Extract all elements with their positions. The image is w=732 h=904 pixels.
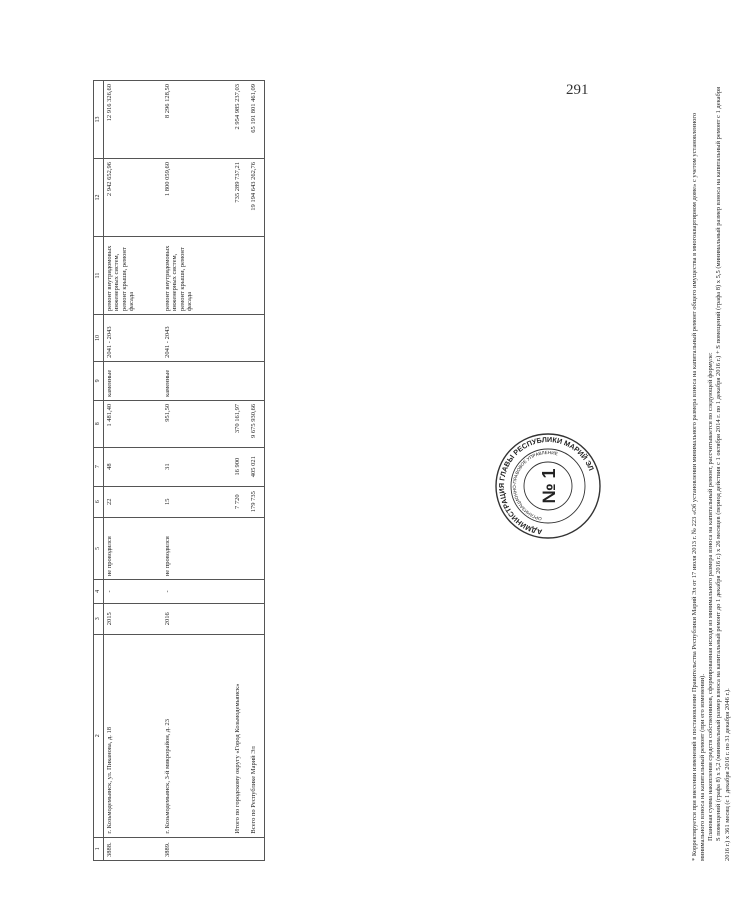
header-cell: 13 [94,81,104,159]
header-cell: 10 [94,315,104,362]
footnote-formula: S помещений (графа 8) х 5,2 (минимальный размер взноса на капитальный ремонт до 1 декабря 2016 г.) х 26 месяцев (период действия с 1 октября 2014 г. по 1 декабря 2016 г.) + S помещений (графа 8) х 5,5 (минимальный размер взноса на капитальный ремонт с 1 декабря 2016 г.) х 361 месяц (с 1 декабря 2016 г. по 31 декабря 2046 г.). [715,86,731,861]
cell: 2041 - 2043 [158,315,216,362]
rotated-table-section [93,80,731,861]
footnote-text: * Корректируется при внесении изменений в постановление Правительства Республики Марий Эл от 17 июля 2013 г. № 223 «Об установлении минимального размера взноса на капитальный ремонт общего имущества в многоквартирном доме» с учетом установленного минимального взноса на капитальный ремонт (при его изменении). [691,112,707,861]
header-cell: 5 [94,517,104,579]
table-row [104,81,159,861]
cell: - [104,580,159,603]
cell: 2 942 652,96 [104,159,159,237]
footnote-text: Плановая сумма накопления средств собственников, сформированная исходя из минимального размера взноса на капитальный ремонт, рассчитывается по следующей формуле: [707,352,715,841]
cell: 735 289 737,21 [216,159,248,237]
cell: 1 481,40 [104,400,159,447]
total-label: Всего по Республике Марий Эл [248,634,265,837]
cell: каменные [104,361,159,400]
year: 2015 [104,603,159,634]
header-cell: 6 [94,486,104,517]
header-cell: 9 [94,361,104,400]
total-republic-row [248,81,265,861]
address: г. Козьмодемьянск, ул. Пиканова, д. 18 [104,634,159,837]
cell: 370 161,97 [216,400,248,447]
cell: не проводился [104,517,159,579]
cell: не проводился [158,517,216,579]
cell: 7 720 [216,486,248,517]
cell: 405 021 [248,447,265,486]
row-number: 3889. [158,837,216,860]
table-row [158,81,216,861]
header-cell: 3 [94,603,104,634]
cell: ремонт внутридомовых инженерных систем, ремонт крыши, ремонт фасада [158,237,216,315]
cell: каменные [158,361,216,400]
cell: 31 [158,447,216,486]
page-number: 291 [566,82,589,98]
year: 2016 [158,603,216,634]
cell: 12 916 326,60 [104,81,159,159]
cell: 8 296 128,50 [158,81,216,159]
cell: - [158,580,216,603]
address: г. Козьмодемьянск, 3-й микрорайон, д. 23 [158,634,216,837]
cell: 48 [104,447,159,486]
header-cell: 1 [94,837,104,860]
cell: ремонт внутридомовых инженерных систем, ремонт крыши, ремонт фасада [104,237,159,315]
cell: 1 800 059,60 [158,159,216,237]
official-stamp [493,431,603,541]
cell: 19 194 643 262,76 [248,159,265,237]
footnotes [691,80,732,861]
cell: 2 954 985 237,03 [216,81,248,159]
header-cell: 4 [94,580,104,603]
stamp-outer-text: АДМИНИСТРАЦИЯ ГЛАВЫ РЕСПУБЛИКИ МАРИЙ ЭЛ [496,434,596,537]
cell: 22 [104,486,159,517]
stamp-number: № 1 [539,468,559,504]
cell: 9 675 930,66 [248,400,265,447]
row-number: 3888. [104,837,159,860]
cell: 16 900 [216,447,248,486]
header-cell: 11 [94,237,104,315]
total-city-row [216,81,248,861]
header-cell: 12 [94,159,104,237]
cell: 15 [158,486,216,517]
header-cell: 8 [94,400,104,447]
cell: 951,50 [158,400,216,447]
cell: 179 735 [248,486,265,517]
housing-repair-table [93,80,265,861]
cell: 2041 - 2043 [104,315,159,362]
cell: 65 191 801 461,09 [248,81,265,159]
header-cell: 7 [94,447,104,486]
total-label: Итого по городскому округу «Город Козьмодемьянск» [216,634,248,837]
header-number-row [94,81,104,861]
header-cell: 2 [94,634,104,837]
stamp-inner-text: ОРГАНИЗАЦИОННО-ПРАВОВОЕ УПРАВЛЕНИЕ [511,449,559,522]
